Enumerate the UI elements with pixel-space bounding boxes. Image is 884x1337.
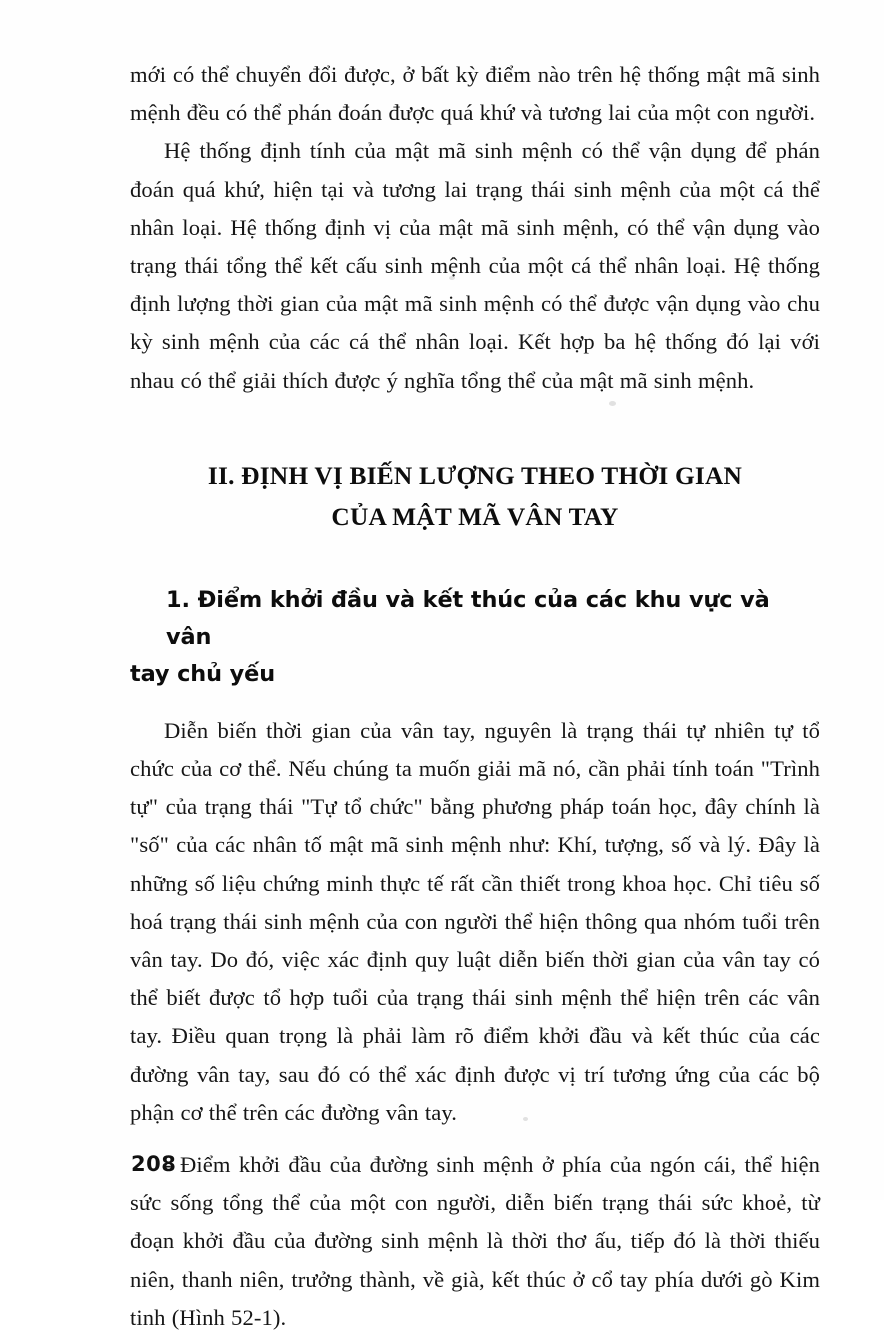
- page-number: 208: [131, 1152, 177, 1176]
- paragraph-3: Diễn biến thời gian của vân tay, nguyên là trạng thái tự nhiên tự tổ chức của cơ thể. Nếu chúng ta muốn giải mã nó, cần phải tính toán "Trình tự" của trạng thái "Tự tổ chức" bằng phương pháp toán học, đây chính là "số" của các nhân tố mật mã sinh mệnh như: Khí, tượng, số và lý. Đây là những số liệu chứng minh thực tế rất cần thiết trong khoa học. Chỉ tiêu số hoá trạng thái sinh mệnh của con người thể hiện thông qua nhóm tuổi trên vân tay. Do đó, việc xác định quy luật diễn biến thời gian của vân tay có thể biết được tổ hợp tuổi của trạng thái sinh mệnh thể hiện trên các vân tay. Điều quan trọng là phải làm rõ điểm khởi đầu và kết thúc của các đường vân tay, sau đó có thể xác định được vị trí tương ứng của các bộ phận cơ thể trên các đường vân tay.: [130, 717, 820, 1125]
- heading-spacer-top: [130, 400, 820, 456]
- sub-heading-line-1: 1. Điểm khởi đầu và kết thúc của các khu vực và vân: [166, 586, 770, 650]
- heading-spacer-bottom: [130, 538, 820, 582]
- section-heading-line-1: II. ĐỊNH VỊ BIẾN LƯỢNG THEO THỜI GIAN: [207, 461, 743, 490]
- section-heading: [130, 456, 820, 538]
- paragraph-4: - Điểm khởi đầu của đường sinh mệnh ở phía của ngón cái, thể hiện sức sống tổng thể của một con người, diễn biến trạng thái sức khoẻ, từ đoạn khởi đầu của đường sinh mệnh là thời thơ ấu, tiếp đó là thời thiếu niên, thanh niên, trưởng thành, về già, kết thúc ở cổ tay phía dưới gò Kim tinh (Hình 52-1).: [130, 1152, 820, 1330]
- paragraph-spacer: [130, 1132, 820, 1146]
- sub-heading: [130, 582, 820, 693]
- page-content: [130, 56, 820, 1337]
- paragraph-2: Hệ thống định tính của mật mã sinh mệnh có thể vận dụng để phán đoán quá khứ, hiện tại và tương lai trạng thái sinh mệnh của một cá thể nhân loại. Hệ thống định vị của mật mã sinh mệnh, có thể vận dụng vào trạng thái tổng thể kết cấu sinh mệnh của một cá thể nhân loại. Hệ thống định lượng thời gian của mật mã sinh mệnh có thể được vận dụng vào chu kỳ sinh mệnh của các cá thể nhân loại. Kết hợp ba hệ thống đó lại với nhau có thể giải thích được ý nghĩa tổng thể của mật mã sinh mệnh.: [130, 138, 820, 393]
- sub-heading-spacer: [130, 693, 820, 712]
- section-heading-line-2: CỦA MẬT MÃ VÂN TAY: [331, 502, 619, 531]
- paragraph-1: mới có thể chuyển đổi được, ở bất kỳ điểm nào trên hệ thống mật mã sinh mệnh đều có thể phán đoán được quá khứ và tương lai của một con người.: [130, 62, 820, 126]
- sub-heading-line-2: tay chủ yếu: [130, 660, 276, 687]
